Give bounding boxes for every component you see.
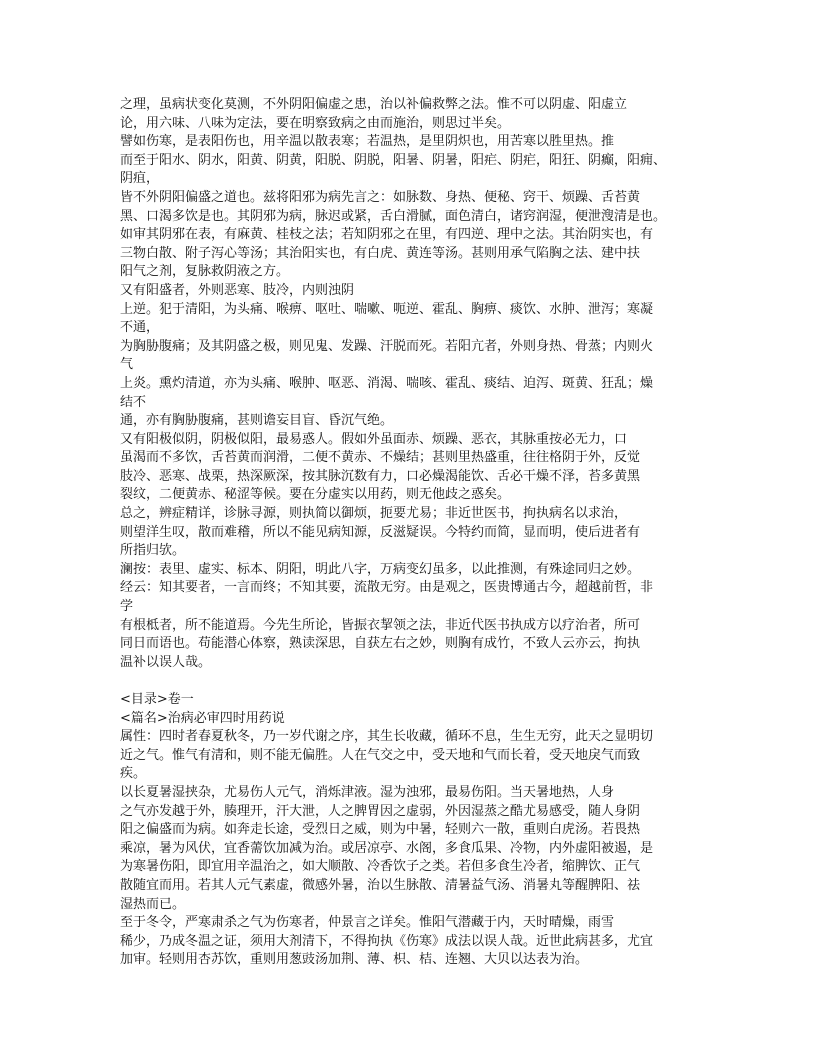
text-line: 阳之偏盛而为病。如奔走长途，受烈日之威，则为中暑，轻则六一散，重则白虎汤。若畏热: [120, 822, 641, 838]
document-page: [120, 96, 700, 970]
text-line: 上炎。熏灼清道，亦为头痛、喉肿、呕恶、消渴、喘咳、霍乱、痰结、迫泻、斑黄、狂乱；燥: [120, 375, 654, 391]
text-line: 学: [120, 599, 134, 615]
text-line: 裂纹，二便黄赤、秘涩等候。要在分虚实以用药，则无他歧之惑矣。: [120, 487, 511, 503]
text-line: 至于冬令，严寒肃杀之气为伤寒者，仲景言之详矣。惟阳气潜藏于内，天时晴燥，雨雪: [120, 915, 615, 931]
text-line: 有根柢者，所不能道焉。今先生所论，皆振衣挈领之法，非近代医书执成方以疗治者，所可: [120, 617, 641, 633]
text-line: 疾。: [120, 766, 147, 782]
text-line: 则望洋生叹，散而难稽，所以不能见病知源，反滋疑误。今特约而简，显而明，使后进者有: [120, 524, 641, 540]
text-line: 肢冷、恶寒、战栗，热深厥深，按其脉沉数有力，口必燥渴能饮、舌必干燥不泽，苔多黄黑: [120, 468, 641, 484]
text-line: <目录>卷一: [120, 692, 194, 707]
text-line: 同日而语也。苟能潜心体察，熟读深思，自获左右之妙，则胸有成竹，不致人云亦云，拘执: [120, 636, 641, 652]
text-line: 结不: [120, 394, 147, 410]
text-line: 经云：知其要者，一言而终；不知其要，流散无穷。由是观之，医贵博通古今，超越前哲，非: [120, 580, 654, 596]
text-line: 澜按：表里、虚实、标本、阴阳，明此八字，万病变幻虽多，以此推测，有殊途同归之妙。: [120, 561, 641, 577]
text-line: 虽渴而不多饮，舌苔黄而润滑，二便不黄赤、不燥结；甚则里热盛重，往往格阴于外，反觉: [120, 450, 641, 466]
text-line: 所指归欤。: [120, 543, 186, 559]
text-line: 以长夏暑湿挟杂，尤易伤人元气，消烁津液。湿为浊邪，最易伤阳。当天暑地热，人身: [120, 784, 615, 800]
text-line: 又有阳盛者，外则恶寒、肢冷，内则浊阴: [120, 282, 355, 298]
text-line: 皆不外阴阳偏盛之道也。兹将阳邪为病先言之：如脉数、身热、便秘、窍干、烦躁、舌苔黄: [120, 189, 641, 205]
text-line: 温补以误人哉。: [120, 654, 212, 670]
text-line: 之理，虽病状变化莫测，不外阴阳偏虚之患，治以补偏救弊之法。惟不可以阴虚、阳虚立: [120, 97, 628, 112]
text-line: 阴疽，: [120, 171, 160, 187]
text-line: 上逆。犯于清阳，为头痛、喉痹、呕吐、喘嗽、呃逆、霍乱、胸痹、痰饮、水肿、泄泻；寒凝: [120, 301, 654, 317]
text-line: 通，亦有胸胁腹痛，甚则谵妄目盲、昏沉气绝。: [120, 413, 394, 429]
text-line: 属性：四时者春夏秋冬，乃一岁代谢之序，其生长收藏，循环不息，生生无穷，此天之显明切: [120, 729, 654, 745]
text-line: <篇名>治病必审四时用药说: [120, 710, 285, 726]
text-line: 稀少，乃成冬温之证，须用大剂清下，不得拘执《伤寒》成法以误人哉。近世此病甚多，尤宜: [120, 933, 654, 949]
text-line: 三物白散、附子泻心等汤；其治阳实也，有白虎、黄连等汤。甚则用承气陷胸之法、建中扶: [120, 245, 641, 261]
text-line: 黑、口渴多饮是也。其阴邪为病，脉迟或紧，舌白滑腻，面色清白，诸窍润湿，便泄溲清是也。: [120, 208, 667, 224]
text-line: 散随宜而用。若其人元气素虚，微感外暑，治以生脉散、清暑益气汤、消暑丸等醒脾阳、祛: [120, 877, 641, 893]
text-line: 气: [120, 357, 134, 373]
text-line: 湿热而已。: [120, 896, 186, 912]
text-line: 如审其阴邪在表，有麻黄、桂枝之法；若知阴邪之在里，有四逆、理中之法。其治阴实也，有: [120, 227, 654, 243]
text-line: 不通，: [120, 320, 160, 336]
text-line: 阳气之剂，复脉救阴液之方。: [120, 264, 290, 280]
text-line: 又有阳极似阴，阴极似阳，最易惑人。假如外虽面赤、烦躁、恶衣，其脉重按必无力，口: [120, 431, 628, 447]
text-line: 近之气。惟气有清和，则不能无偏胜。人在气交之中，受天地和气而长着，受天地戾气而致: [120, 747, 641, 763]
text-line: 为胸胁腹痛；及其阴盛之极，则见鬼、发躁、汗脱而死。若阳亢者，外则身热、骨蒸；内则火: [120, 338, 654, 354]
text-line: 而至于阳水、阴水，阳黄、阴黄，阳脱、阴脱，阳暑、阴暑，阳疟、阴疟，阳狂、阴癫，阳痈、: [120, 152, 667, 168]
text-line: 加审。轻则用杏苏饮，重则用葱豉汤加荆、薄、枳、桔、连翘、大贝以达表为治。: [120, 952, 589, 968]
text-line: 论，用六味、八味为定法，要在明察致病之由而施治，则思过半矣。: [120, 115, 511, 131]
text-line: 乘凉，暑为风伏，宜香薷饮加减为治。或居凉亭、水阁，多食瓜果、冷物，内外虚阳被遏，是: [120, 840, 654, 856]
text-line: 为寒暑伤阳，即宜用辛温治之，如大顺散、冷香饮子之类。若但多食生冷者，缩脾饮、正气: [120, 859, 641, 875]
text-line: 譬如伤寒，是表阳伤也，用辛温以散表寒；若温热，是里阴炽也，用苦寒以胜里热。推: [120, 134, 615, 150]
text-line: 总之，辨症精详，诊脉寻源，则执简以御烦，扼要尤易；非近世医书，拘执病名以求治，: [120, 506, 628, 522]
text-line: 之气亦发越于外，腠理开，汗大泄，人之脾胃因之虚弱，外因湿蒸之酷尤易感受，随人身阴: [120, 803, 641, 819]
blank-line: [120, 672, 700, 691]
